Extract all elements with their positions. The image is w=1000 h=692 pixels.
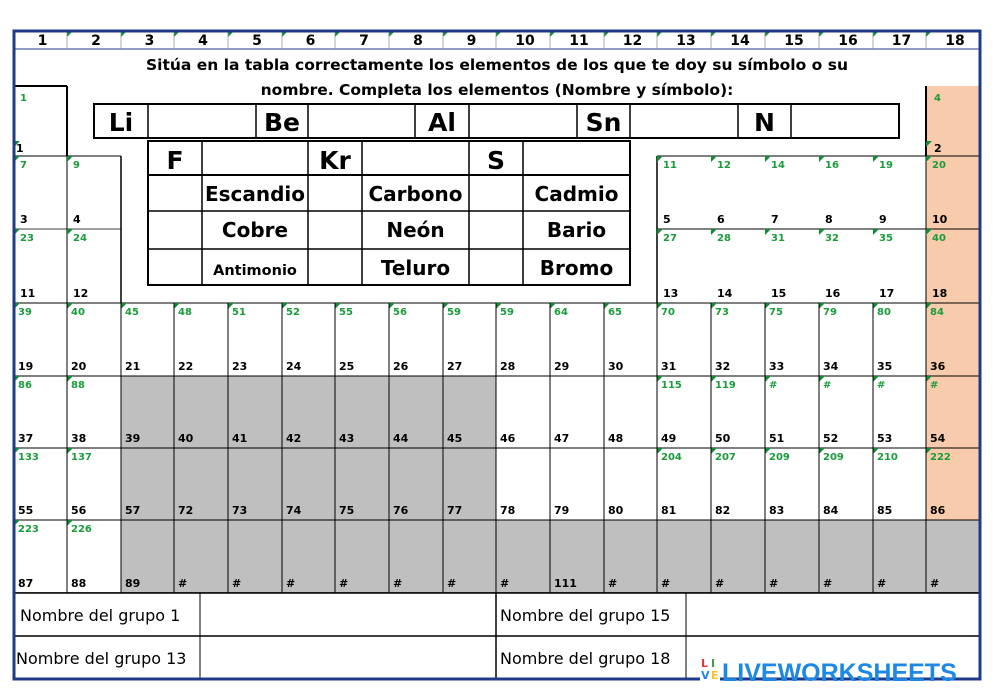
group-number-header: 2 [91,33,101,49]
cell-atomic-number: 45 [447,432,463,445]
cell-atomic-number: 1 [16,142,24,155]
cell-mass: 207 [715,452,736,463]
cell-mass: 39 [18,307,32,318]
cell-atomic-number: 28 [500,360,516,373]
element-symbol-input[interactable] [149,250,201,284]
cell-mass: 52 [286,307,300,318]
element-symbol-input[interactable] [470,250,522,284]
cell-atomic-number: 87 [18,577,34,590]
cell-atomic-number: 20 [71,360,87,373]
logo-badge-letter: I [711,657,716,670]
group-name-input[interactable] [686,595,978,635]
instructions-line-2: nombre. Completa los elementos (Nombre y símbolo): [260,81,734,99]
cell-mass: 137 [71,452,92,463]
cell-mass: 88 [71,380,85,391]
cell-atomic-number: 77 [447,504,463,517]
element-name: Antimonio [213,263,297,279]
cell-atomic-number: 34 [823,360,839,373]
cell-mass: 133 [18,452,39,463]
cell-mass: 55 [339,307,353,318]
cell-mass: 204 [661,452,682,463]
cell-atomic-number: 38 [71,432,87,445]
group-name-input[interactable] [200,595,494,635]
group-number-header: 5 [252,33,262,49]
cell-mass: 222 [930,452,951,463]
cell-mass: 115 [661,380,682,391]
cell-atomic-number: 9 [879,213,887,226]
cell-atomic-number: # [930,577,940,590]
group-number-header: 10 [515,33,535,49]
cell-atomic-number: 82 [715,504,731,517]
cell-atomic-number: 13 [663,287,679,300]
element-name-input[interactable] [309,105,414,137]
element-symbol: N [754,108,775,137]
cell-atomic-number: 6 [717,213,725,226]
cell-atomic-number: # [447,577,457,590]
cell-atomic-number: 111 [554,577,577,590]
cell-atomic-number: 31 [661,360,677,373]
cell-mass: 73 [715,307,729,318]
group-number-header: 11 [569,33,589,49]
cell-atomic-number: 15 [771,287,787,300]
cell-atomic-number: 86 [930,504,946,517]
cell-mass: 12 [717,160,731,171]
cell-mass: 16 [825,160,839,171]
cell-atomic-number: # [178,577,188,590]
cell-atomic-number: 83 [769,504,785,517]
cell-mass: 59 [447,307,461,318]
cell-mass: 59 [500,307,514,318]
group-number-header: 7 [359,33,369,49]
element-name: Cobre [221,218,289,242]
cell-atomic-number: 11 [20,287,36,300]
cell-atomic-number: 18 [932,287,948,300]
group-number-header: 13 [676,33,696,49]
cell-mass: 4 [934,93,941,104]
cell-atomic-number: 24 [286,360,302,373]
cell-atomic-number: 56 [71,504,87,517]
cell-mass: 80 [877,307,891,318]
cell-atomic-number: 75 [339,504,355,517]
cell-atomic-number: 76 [393,504,409,517]
cell-atomic-number: 10 [932,213,948,226]
cell-atomic-number: 51 [769,432,785,445]
group-number-header: 9 [466,33,477,49]
cell-mass: 210 [877,452,898,463]
cell-atomic-number: 21 [125,360,141,373]
cell-atomic-number: 12 [73,287,89,300]
cell-mass: 86 [18,380,32,391]
cell-atomic-number: 81 [661,504,677,517]
element-symbol-input[interactable] [470,176,522,210]
cell-atomic-number: # [877,577,887,590]
cell-atomic-number: 40 [178,432,194,445]
element-symbol: Sn [585,108,622,137]
cell-mass: 1 [20,93,27,104]
element-name: Teluro [380,256,451,280]
cell-atomic-number: 39 [125,432,141,445]
cell-mass: 28 [717,233,731,244]
element-symbol: F [166,146,184,175]
cell-atomic-number: 89 [125,577,141,590]
cell-atomic-number: 36 [930,360,946,373]
cell-atomic-number: # [769,577,779,590]
cell-mass: 7 [20,160,27,171]
cell-atomic-number: 54 [930,432,946,445]
cell-mass: 45 [125,307,139,318]
group-number-header: 8 [413,33,423,49]
cell-atomic-number: # [715,577,725,590]
cell-mass: # [769,380,778,391]
cell-mass: 40 [71,307,85,318]
element-symbol-input[interactable] [470,212,522,248]
cell-atomic-number: 7 [771,213,779,226]
cell-atomic-number: 55 [18,504,34,517]
cell-atomic-number: 53 [877,432,893,445]
element-symbol: Kr [319,146,351,175]
element-name: Bromo [539,256,614,280]
cell-atomic-number: 47 [554,432,570,445]
cell-atomic-number: 22 [178,360,194,373]
group-name-label: Nombre del grupo 13 [16,649,187,668]
group-number-header: 17 [891,33,912,49]
cell-mass: 226 [71,524,92,535]
element-symbol-input[interactable] [309,212,361,248]
cell-mass: # [930,380,939,391]
cell-atomic-number: 41 [232,432,248,445]
cell-atomic-number: 17 [879,287,895,300]
group-name-label: Nombre del grupo 18 [500,649,671,668]
cell-mass: 51 [232,307,246,318]
cell-atomic-number: 80 [608,504,624,517]
cell-atomic-number: 50 [715,432,731,445]
cell-atomic-number: 44 [393,432,409,445]
group-name-label: Nombre del grupo 1 [20,606,181,625]
group-number-header: 3 [144,33,155,49]
cell-atomic-number: 46 [500,432,516,445]
cell-mass: 9 [73,160,80,171]
cell-atomic-number: 79 [554,504,570,517]
cell-atomic-number: 78 [500,504,516,517]
cell-mass: 223 [18,524,39,535]
logo-text: LIVEWORKSHEETS [722,659,957,687]
cell-atomic-number: 25 [339,360,355,373]
cell-atomic-number: # [393,577,403,590]
cell-mass: 24 [73,233,87,244]
cell-mass: 40 [932,233,946,244]
group-number-header: 14 [730,33,750,49]
cell-atomic-number: 32 [715,360,731,373]
cell-mass: 56 [393,307,407,318]
element-name-input[interactable] [470,105,576,137]
cell-atomic-number: 33 [769,360,785,373]
cell-mass: 64 [554,307,568,318]
group-name-label: Nombre del grupo 15 [500,606,671,625]
cell-atomic-number: 73 [232,504,248,517]
cell-mass: 84 [930,307,944,318]
element-name-input[interactable] [203,142,307,174]
cell-atomic-number: # [232,577,242,590]
cell-mass: 75 [769,307,783,318]
cell-atomic-number: 72 [178,504,194,517]
element-symbol-input[interactable] [309,250,361,284]
cell-mass: # [877,380,886,391]
group-number-header: 12 [622,33,643,49]
group-number-header: 18 [945,33,965,49]
element-symbol: Li [108,108,134,137]
element-name: Escandio [204,182,306,206]
cell-atomic-number: 85 [877,504,893,517]
cell-mass: 48 [178,307,192,318]
cell-atomic-number: 52 [823,432,839,445]
cell-atomic-number: 2 [934,142,942,155]
cell-atomic-number: 37 [18,432,34,445]
cell-atomic-number: # [339,577,349,590]
cell-atomic-number: 14 [717,287,733,300]
cell-mass: 19 [879,160,893,171]
cell-atomic-number: 74 [286,504,302,517]
cell-atomic-number: # [286,577,296,590]
cell-atomic-number: # [500,577,510,590]
element-name-input[interactable] [363,142,468,174]
group-name-input[interactable] [200,638,494,678]
cell-atomic-number: 49 [661,432,677,445]
cell-atomic-number: 88 [71,577,87,590]
cell-atomic-number: 57 [125,504,141,517]
liveworksheets-logo [700,657,957,687]
cell-atomic-number: 5 [663,213,671,226]
cell-atomic-number: 26 [393,360,409,373]
cell-atomic-number: 3 [20,213,28,226]
cell-atomic-number: # [823,577,833,590]
group-number-header: 6 [305,33,316,49]
cell-mass: 31 [771,233,785,244]
group-number-header: 1 [37,33,48,49]
cell-mass: # [823,380,832,391]
cell-mass: 27 [663,233,677,244]
cell-atomic-number: # [608,577,618,590]
cell-atomic-number: 30 [608,360,624,373]
cell-mass: 70 [661,307,675,318]
element-name-input[interactable] [792,105,898,137]
element-name: Carbono [368,182,463,206]
cell-mass: 20 [932,160,946,171]
cell-atomic-number: 43 [339,432,355,445]
cell-atomic-number: 48 [608,432,624,445]
cell-mass: 65 [608,307,622,318]
element-symbol: Al [428,108,456,137]
cell-atomic-number: 16 [825,287,841,300]
cell-atomic-number: 4 [73,213,81,226]
cell-mass: 11 [663,160,677,171]
cell-atomic-number: # [661,577,671,590]
cell-mass: 32 [825,233,839,244]
element-symbol: S [486,146,506,175]
group-number-header: 15 [784,33,804,49]
cell-mass: 79 [823,307,837,318]
cell-mass: 209 [769,452,790,463]
logo-badge-letter: V [701,669,710,682]
instructions-line-1: Sitúa en la tabla correctamente los elementos de los que te doy su símbolo o su [146,56,848,74]
group-number-header: 16 [838,33,858,49]
cell-mass: 119 [715,380,736,391]
cell-atomic-number: 19 [18,360,34,373]
cell-mass: 14 [771,160,785,171]
cell-mass: 35 [879,233,893,244]
element-name-input[interactable] [524,142,629,174]
cell-atomic-number: 8 [825,213,833,226]
logo-badge-letter: L [701,657,709,670]
element-name: Neón [386,218,445,242]
cell-atomic-number: 23 [232,360,248,373]
element-name: Cadmio [534,182,619,206]
element-symbol: Be [263,108,301,137]
element-name-input[interactable] [149,105,255,137]
cell-mass: 209 [823,452,844,463]
group-number-header: 4 [198,33,208,49]
element-symbol-input[interactable] [149,176,201,210]
cell-atomic-number: 27 [447,360,463,373]
element-symbol-input[interactable] [149,212,201,248]
cell-atomic-number: 84 [823,504,839,517]
element-name: Bario [546,218,607,242]
cell-atomic-number: 35 [877,360,893,373]
cell-atomic-number: 29 [554,360,570,373]
cell-atomic-number: 42 [286,432,302,445]
logo-badge-letter: E [711,669,719,682]
cell-mass: 23 [20,233,34,244]
element-symbol-input[interactable] [309,176,361,210]
element-name-input[interactable] [631,105,737,137]
